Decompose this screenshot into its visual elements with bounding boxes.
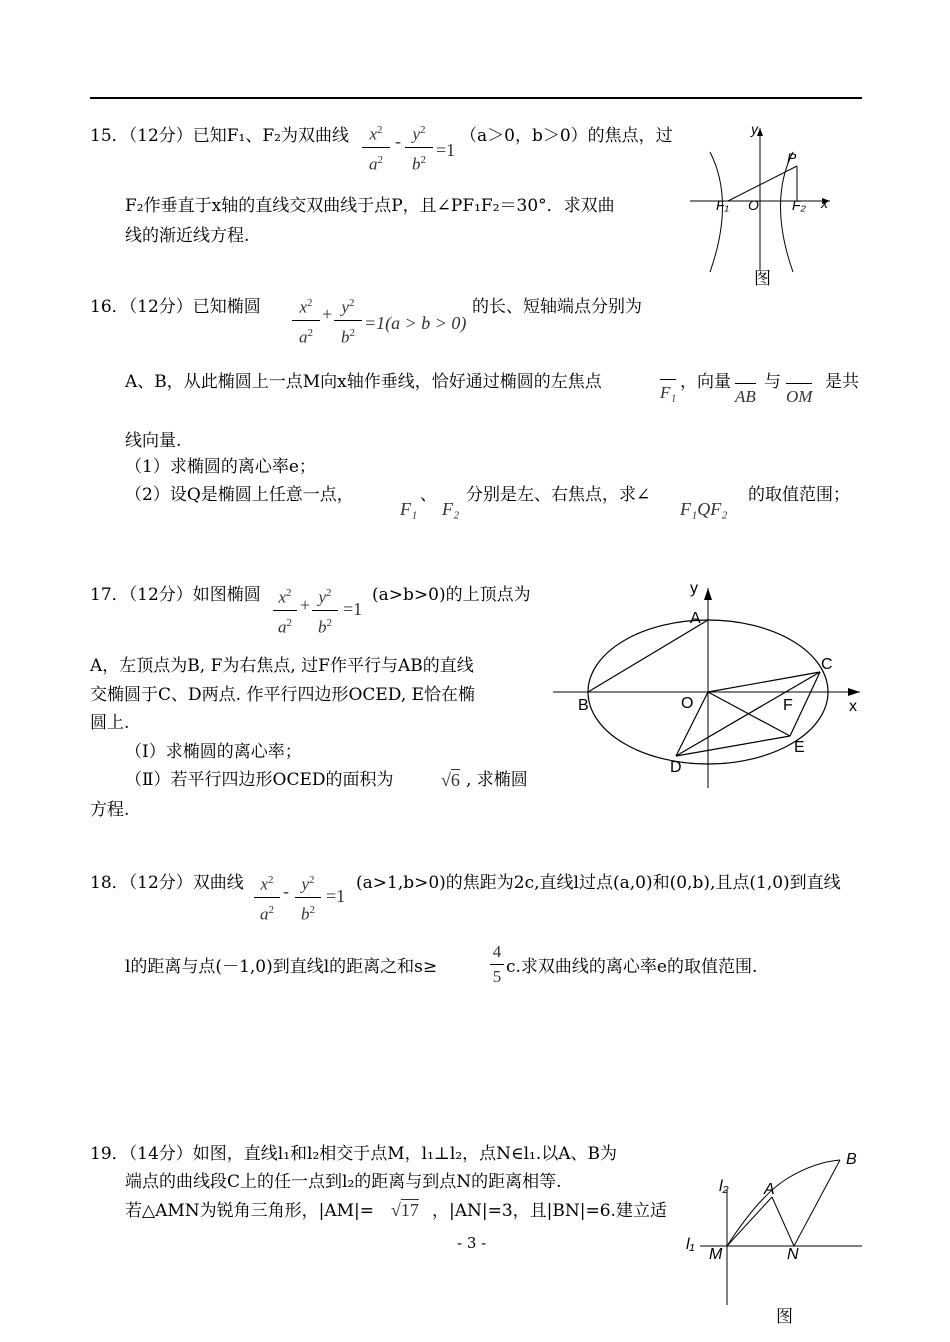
p19-line3b: ，|AN|=3，且|BN|=6.建立适 [432,1201,667,1221]
p15-label-p: P [787,150,797,166]
p18-prefix: 18．（12分）双曲线 [90,873,244,893]
p16-q2-sep: 、 [420,485,437,505]
p16-f1: F₁ [660,383,677,402]
p15-hyperbola-figure [680,120,840,280]
p19-line2: 端点的曲线段C上的任一点到l₂的距离与到点N的距离相等. [125,1172,562,1192]
p17-frac-x: $x^2$ $a^2$ [273,583,297,637]
p17-label-f: F [783,697,793,714]
p16-vector-ab: AB [735,387,756,406]
p19-line3a: 若△AMN为锐角三角形，|AM|= [125,1201,375,1221]
p18-eq: =1 [326,886,346,906]
header-rule [90,97,862,99]
p17-eq: =1 [343,599,363,619]
p16-vector-om: OM [786,387,813,406]
p19-curve-figure [700,1150,870,1310]
p16-frac-x: $x^2$ $a^2$ [292,293,320,347]
p16-line3: 线向量. [125,431,182,451]
p15-prefix: 15．（12分）已知F₁、F₂为双曲线 [90,126,349,146]
p19-sqrt-value: 17 [400,1200,419,1220]
p19-label-n: N [787,1246,799,1263]
p17-q2b: , 求椭圆 [466,770,528,790]
p16-cond: =1(a > b > 0) [364,313,467,333]
p17-line2: A，左顶点为B, F为右焦点, 过F作平行与AB的直线 [90,656,474,676]
p18-frac-n: 4 [492,942,502,961]
page-number: - 3 - [457,1234,487,1252]
p19-fig-caption: 图 [776,1307,793,1327]
p17-plus: + [300,595,311,615]
p15-label-y: y [751,121,758,137]
p16-q2c: 的取值范围； [748,485,850,505]
p15-cond: （a＞0，b＞0）的焦点，过 [460,126,673,146]
p16-prefix: 16．（12分）已知椭圆 [90,297,261,317]
p17-label-x: x [849,698,857,715]
p17-frac-y: $y^2$ $b^2$ [312,583,338,637]
p19-label-l1: l₁ [686,1236,695,1253]
p16-q2-angle: F₁QF₂ [680,499,728,519]
p16-line2b: ，向量 [680,372,731,392]
p15-label-x: x [821,195,828,211]
p17-line8: 方程. [90,800,130,820]
p16-with: 与 [764,372,781,392]
p17-q2-sqrt: √6 [441,770,460,790]
p16-q2b: 分别是左、右焦点，求∠ [466,485,651,505]
p15-label-f1: F₁ [716,197,729,213]
p17-q2-sqrt-value: 6 [450,770,460,790]
p18-line1: (a>1,b>0)的焦距为2c,直线l过点(a,0)和(0,b),且点(1,0)到直线 [356,873,841,893]
p17-cond: (a>b>0)的上顶点为 [372,585,531,605]
p19-line1: 19．（14分）如图，直线l₁和l₂相交于点M，l₁⊥l₂，点N∈l₁.以A、B为 [90,1144,618,1164]
p17-q1: （Ⅰ）求椭圆的离心率； [125,742,302,762]
p17-label-o: O [681,695,694,712]
p16-frac-y: $y^2$ $b^2$ [334,293,362,347]
p15-label-o: O [748,197,759,213]
p19-label-m: M [709,1246,723,1263]
p18-line2b: c.求双曲线的离心率e的取值范围. [506,957,758,977]
p16-line2c: 是共 [825,372,859,392]
p19-label-l2: l₂ [719,1178,729,1195]
p15-label-f2: F₂ [792,197,806,213]
p19-sqrt: √17 [391,1200,419,1220]
p17-label-b: B [578,697,589,714]
p18-minus: - [283,881,289,901]
p19-label-b: B [846,1151,857,1168]
p15-fig-caption: 图 [754,269,771,289]
p18-frac-d: 5 [492,967,502,986]
p16-q1: （1）求椭圆的离心率e； [125,457,316,477]
p16-line1-tail: 的长、短轴端点分别为 [472,297,642,317]
p17-label-y: y [690,580,698,597]
p17-label-e: E [794,739,805,756]
p15-frac-y: $y^2$ $b^2$ [405,120,433,174]
p17-label-c: C [821,656,833,673]
p18-line2a: l的距离与点(－1,0)到直线l的距离之和s≥ [125,957,438,977]
p17-q2a: （Ⅱ）若平行四边形OCED的面积为 [125,770,394,790]
p15-line3: 线的渐近线方程. [125,226,250,246]
p15-frac-x: $x^2$ $a^2$ [362,120,390,174]
p16-line2a: A、B，从此椭圆上一点M向x轴作垂线，恰好通过椭圆的左焦点 [125,372,602,392]
p18-frac-x: $x^2$ $a^2$ [254,870,280,924]
p17-label-a: A [690,610,701,627]
p17-label-d: D [670,759,682,776]
p19-label-a: A [764,1181,775,1198]
p17-ellipse-figure [548,578,868,798]
p16-q2-f1: F₁ [400,499,418,519]
p17-prefix: 17．（12分）如图椭圆 [90,585,261,605]
p18-frac-y: $y^2$ $b^2$ [295,870,321,924]
p16-q2-f2: F₂ [442,499,460,519]
p15-eq: =1 [436,140,456,160]
p16-q2a: （2）设Q是椭圆上任意一点， [125,485,354,505]
p17-line3: 交椭圆于C、D两点. 作平行四边形OCED, E恰在椭 [90,685,476,705]
p17-line4: 圆上. [90,713,130,733]
p15-minus: - [395,131,401,151]
p18-frac-4-5 [490,942,504,987]
p15-line2: F₂作垂直于x轴的直线交双曲线于点P，且∠PF₁F₂＝30°．求双曲 [125,196,615,216]
p16-plus: + [322,304,333,324]
